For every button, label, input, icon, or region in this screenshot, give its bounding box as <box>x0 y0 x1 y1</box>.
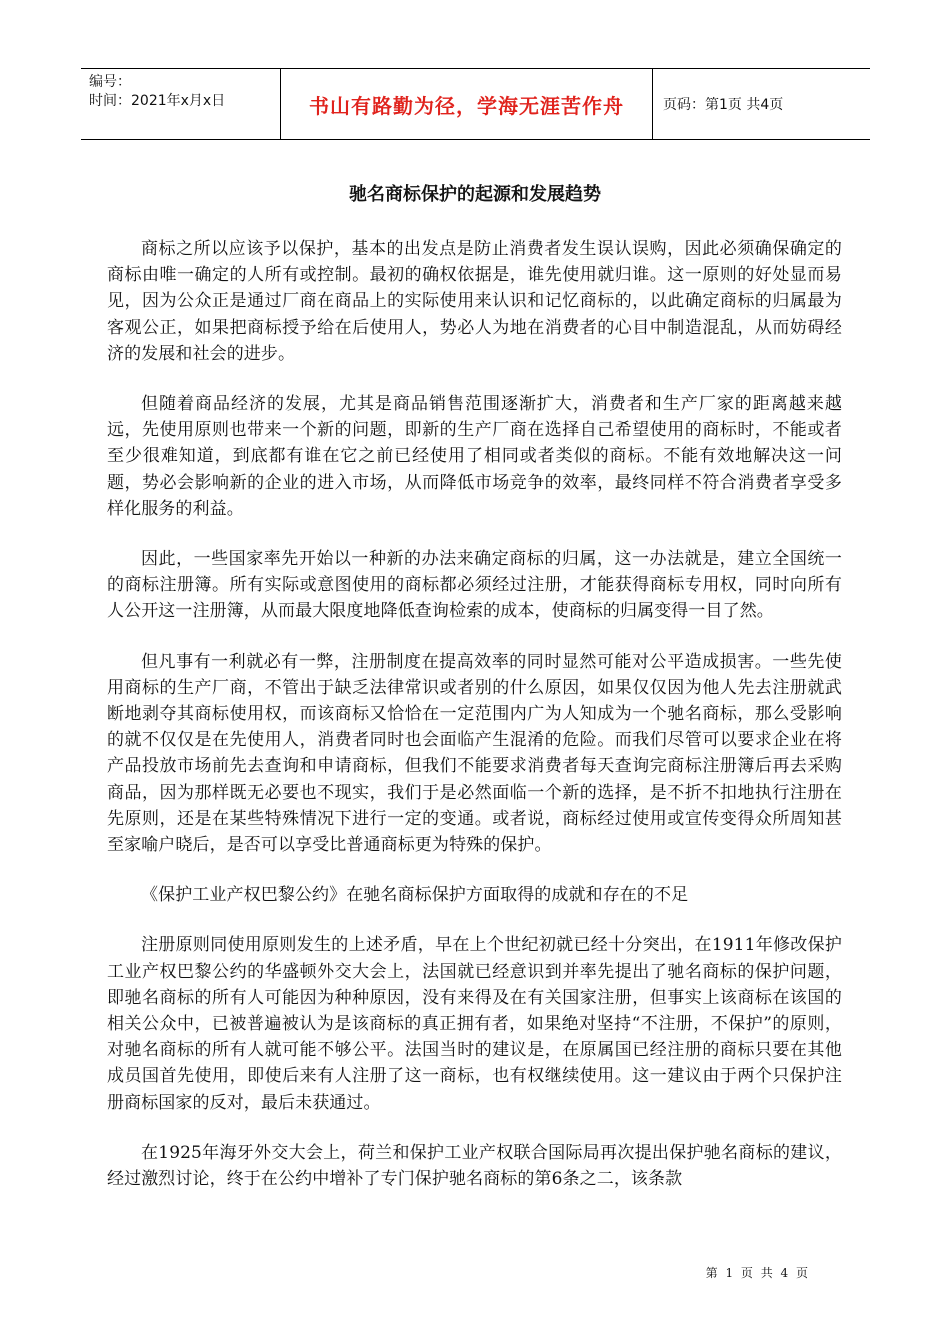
paragraph: 因此，一些国家率先开始以一种新的办法来确定商标的归属，这一办法就是，建立全国统一的商标注册簿。所有实际或意图使用的商标都必须经过注册，才能获得商标专用权，同时向所有人公开这一注册簿，从而最大限度地降低查询检索的成本，使商标的归属变得一目了然。 <box>107 549 842 622</box>
header-page-info: 页码：第1页 共4页 <box>663 97 784 113</box>
header-motto: 书山有路勤为径，学海无涯苦作舟 <box>281 69 653 139</box>
page-footer: 第 1 页 共 4 页 <box>705 1266 810 1280</box>
document-title: 驰名商标保护的起源和发展趋势 <box>349 184 601 205</box>
header-meta <box>81 69 281 139</box>
page-header <box>81 68 870 140</box>
paragraph: 但凡事有一利就必有一弊，注册制度在提高效率的同时显然可能对公平造成损害。一些先使用商标的生产厂商，不管出于缺乏法律常识或者别的什么原因，如果仅仅因为他人先去注册就武断地剥夺其商标使用权，而该商标又恰恰在一定范围内广为人知成为一个驰名商标，那么受影响的就不仅仅是在先使用人，消费者同时也会面临产生混淆的危险。而我们尽管可以要求企业在将产品投放市场前先去查询和申请商标，但我们不能要求消费者每天查询完商标注册簿后再去采购商品，因为那样既无必要也不现实，我们于是必然面临一个新的选择，是不折不扣地执行注册在先原则，还是在某些特殊情况下进行一定的变通。或者说，商标经过使用或宣传变得众所周知甚至家喻户晓后，是否可以享受比普通商标更为特殊的保护。 <box>107 651 842 856</box>
paragraph: 在1925年海牙外交大会上，荷兰和保护工业产权联合国际局再次提出保护驰名商标的建议，经过激烈讨论，终于在公约中增补了专门保护驰名商标的第6条之二，该条款 <box>107 1142 842 1190</box>
paragraph: 注册原则同使用原则发生的上述矛盾，早在上个世纪初就已经十分突出，在1911年修改保护工业产权巴黎公约的华盛顿外交大会上，法国就已经意识到并率先提出了驰名商标的保护问题，即驰名商标的所有人可能因为种种原因，没有来得及在有关国家注册，但事实上该商标在该国的相关公众中，已被普遍被认为是该商标的真正拥有者，如果绝对坚持“不注册，不保护”的原则，对驰名商标的所有人就可能不够公平。法国当时的建议是，在原属国已经注册的商标只要在其他成员国首先使用，即使后来有人注册了这一商标，也有权继续使用。这一建议由于两个只保护注册商标国家的反对，最后未获通过。 <box>107 935 842 1113</box>
paragraph: 但随着商品经济的发展，尤其是商品销售范围逐渐扩大，消费者和生产厂家的距离越来越远，先使用原则也带来一个新的问题，即新的生产厂商在选择自己希望使用的商标时，不能或者至少很难知道，到底都有谁在它之前已经使用了相同或者类似的商标。不能有效地解决这一问题，势必会影响新的企业的进入市场，从而降低市场竞争的效率，最终同样不符合消费者享受多样化服务的利益。 <box>107 394 842 519</box>
paragraph: 商标之所以应该予以保护，基本的出发点是防止消费者发生误认误购，因此必须确保确定的商标由唯一确定的人所有或控制。最初的确权依据是，谁先使用就归谁。这一原则的好处显而易见，因为公众正是通过厂商在商品上的实际使用来认识和记忆商标的，以此确定商标的归属最为客观公正，如果把商标授予给在后使用人，势必人为地在消费者的心目中制造混乱，从而妨碍经济的发展和社会的进步。 <box>107 239 842 364</box>
document-body <box>107 236 842 1216</box>
document-number: 编号： <box>89 74 131 90</box>
document-date: 时间：2021年x月x日 <box>89 93 226 109</box>
section-heading: 《保护工业产权巴黎公约》在驰名商标保护方面取得的成就和存在的不足 <box>141 885 689 906</box>
